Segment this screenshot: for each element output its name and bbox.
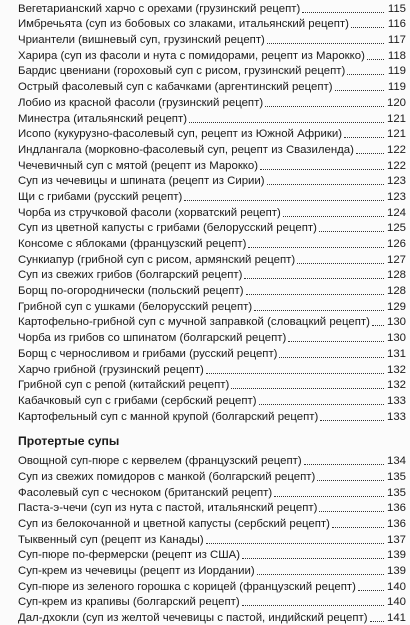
entry-title: Щи с грибами (русский рецепт) (18, 190, 183, 203)
entry-title: Овощной суп-пюре с кервелем (французский рецепт) (18, 455, 302, 468)
entry-page-number: 125 (386, 222, 406, 235)
dot-leader (246, 293, 384, 295)
entry-page-number: 133 (386, 394, 406, 407)
dot-leader (267, 42, 384, 44)
entry-title: Дал-дхокли (суп из желтой чечевицы с пастой, индийский рецепт) (18, 612, 368, 625)
entry-page-number: 135 (386, 470, 406, 483)
toc-entry[interactable] (18, 377, 406, 393)
entry-page-number: 137 (386, 533, 406, 546)
entry-title: Харчо грибной (грузинский рецепт) (18, 363, 204, 376)
entry-page-number: 122 (386, 159, 406, 172)
entry-title: Харира (суп из фасоли и нута с помидорами, рецепт из Марокко) (18, 49, 365, 62)
toc-entry[interactable] (18, 531, 406, 547)
entry-title: Тыквенный суп (рецепт из Канады) (18, 533, 204, 546)
entry-page-number: 139 (386, 549, 406, 562)
toc-entry[interactable] (18, 361, 406, 377)
entry-title: Консоме с яблоками (французский рецепт) (18, 238, 247, 250)
toc-entry[interactable] (18, 484, 406, 500)
entry-page-number: 132 (386, 379, 406, 392)
entry-title: Чорба из грибов со шпинатом (болгарский рецепт) (18, 332, 287, 345)
entry-page-number: 119 (387, 65, 406, 78)
entry-page-number: 130 (386, 316, 406, 329)
toc-entry[interactable] (18, 408, 406, 424)
entry-title: Кабачковый суп с грибами (сербский рецепт) (18, 394, 257, 407)
dot-leader (347, 73, 384, 75)
entry-page-number: 132 (386, 363, 406, 376)
entry-page-number: 135 (386, 486, 406, 499)
entry-title: Острый фасолевый суп с кабачками (аргентинский рецепт) (18, 81, 333, 94)
dot-leader (274, 495, 384, 497)
toc-entry[interactable] (18, 126, 406, 142)
dot-leader (367, 58, 384, 60)
entry-page-number: 120 (386, 96, 406, 109)
dot-leader (370, 620, 384, 622)
entry-title: Суп из чечевицы и шпината (рецепт из Сирии) (18, 175, 265, 188)
dot-leader (231, 387, 384, 389)
entry-title: Минестра (итальянский рецепт) (18, 112, 187, 125)
entry-title: Индлангала (морковно-фасолевый суп, рецепт из Свазиленда) (18, 143, 354, 156)
entry-title: Суп из цветной капусты с грибами (белорусский рецепт) (18, 222, 317, 235)
dot-leader (372, 324, 384, 326)
section-title: Протертые супы (18, 433, 120, 448)
toc-entry[interactable] (18, 63, 406, 79)
toc-entry[interactable] (18, 16, 406, 32)
toc-entry[interactable] (18, 547, 406, 563)
toc-group-pureed-soups (18, 453, 406, 625)
dot-leader (319, 510, 384, 512)
dot-leader (242, 557, 384, 559)
entry-title: Чорба из стручковой фасоли (хорватский рецепт) (18, 206, 281, 219)
entry-title: Чриантели (вишневый суп, грузинский рецепт) (18, 34, 265, 47)
entry-page-number: 133 (386, 410, 406, 423)
toc-entry[interactable] (18, 298, 406, 314)
entry-title: Суп-крем из крапивы (болгарский рецепт) (18, 596, 240, 609)
entry-page-number: 116 (387, 18, 406, 31)
toc-entry[interactable] (18, 94, 406, 110)
dot-leader (332, 526, 384, 528)
toc-entry[interactable] (18, 220, 406, 236)
dot-leader (304, 463, 384, 465)
dot-leader (344, 136, 384, 138)
toc-entry[interactable] (18, 500, 406, 516)
dot-leader (206, 372, 384, 374)
toc-entry[interactable] (18, 314, 406, 330)
entry-page-number: 123 (386, 190, 406, 203)
entry-page-number: 130 (386, 332, 406, 345)
dot-leader (335, 89, 384, 91)
dot-leader (248, 246, 384, 248)
dot-leader (320, 419, 384, 421)
entry-title: Исопо (кукурузно-фасолевый суп, рецепт из Южной Африки) (18, 128, 342, 141)
toc-entry[interactable] (18, 267, 406, 283)
entry-title: Суп-крем из чечевицы (рецепт из Иордании) (18, 565, 255, 578)
entry-title: Лобио из красной фасоли (грузинский рецепт) (18, 96, 264, 109)
table-of-contents (18, 0, 406, 625)
dot-leader (356, 152, 384, 154)
toc-entry[interactable] (18, 392, 406, 408)
entry-page-number: 140 (386, 580, 406, 593)
entry-page-number: 122 (386, 143, 406, 156)
entry-page-number: 117 (387, 34, 406, 47)
toc-entry[interactable] (18, 47, 406, 63)
toc-entry[interactable] (18, 141, 406, 157)
toc-entry[interactable] (18, 0, 406, 16)
dot-leader (257, 573, 384, 575)
entry-title: Сункиапур (грибной суп с рисом, армянский рецепт) (18, 253, 296, 266)
entry-title: Картофельный суп с манной крупой (болгарский рецепт) (18, 410, 319, 423)
dot-leader (265, 105, 384, 107)
entry-page-number: 121 (386, 128, 406, 141)
entry-page-number: 124 (386, 206, 406, 219)
toc-entry[interactable] (18, 515, 406, 531)
entry-title: Грибной суп с репой (китайский рецепт) (18, 379, 230, 392)
dot-leader (319, 230, 384, 232)
entry-title: Бардис цвениани (гороховый суп с рисом, грузинский рецепт) (18, 65, 346, 78)
dot-leader (189, 121, 384, 123)
toc-entry[interactable] (18, 578, 406, 594)
entry-title: Суп из белокочанной и цветной капусты (сербский рецепт) (18, 518, 330, 530)
entry-page-number: 141 (386, 612, 406, 625)
dot-leader (184, 199, 384, 201)
entry-title: Паста-э-чечи (суп из нута с пастой, итальянский рецепт) (18, 502, 318, 515)
entry-title: Вегетарианский харчо с орехами (грузинский рецепт) (18, 2, 301, 15)
toc-entry[interactable] (18, 594, 406, 610)
toc-entry[interactable] (18, 282, 406, 298)
entry-title: Картофельно-грибной суп с мучной заправкой (словацкий рецепт) (18, 316, 370, 329)
dot-leader (206, 542, 384, 544)
entry-page-number: 134 (386, 455, 406, 468)
toc-entry[interactable] (18, 204, 406, 220)
entry-page-number: 136 (386, 502, 406, 515)
entry-page-number: 128 (386, 285, 406, 298)
toc-entry[interactable] (18, 453, 406, 469)
entry-title: Борщ с черносливом и грибами (русский рецепт) (18, 347, 278, 360)
entry-title: Суп из свежих помидоров с манкой (болгарский рецепт) (18, 470, 316, 483)
entry-title: Фасолевый суп с чесноком (британский рецепт) (18, 486, 273, 499)
toc-entry[interactable] (18, 562, 406, 578)
entry-page-number: 123 (386, 175, 406, 188)
dot-leader (244, 277, 384, 279)
dot-leader (358, 589, 384, 591)
entry-page-number: 126 (386, 238, 406, 250)
dot-leader (302, 11, 384, 13)
entry-title: Суп из свежих грибов (болгарский рецепт) (18, 269, 243, 282)
entry-page-number: 128 (386, 269, 406, 282)
dot-leader (254, 309, 384, 311)
entry-page-number: 136 (386, 518, 406, 530)
entry-page-number: 115 (387, 2, 406, 15)
dot-leader (260, 168, 384, 170)
toc-entry[interactable] (18, 110, 406, 126)
dot-leader (283, 215, 384, 217)
entry-page-number: 139 (386, 565, 406, 578)
dot-leader (267, 183, 384, 185)
toc-entry[interactable] (18, 235, 406, 251)
toc-entry[interactable] (18, 251, 406, 267)
entry-title: Имбречьята (суп из бобовых со злаками, итальянский рецепт) (18, 18, 349, 31)
entry-page-number: 121 (386, 112, 406, 125)
toc-entry[interactable] (18, 173, 406, 189)
toc-entry[interactable] (18, 188, 406, 204)
entry-title: Чечевичный суп с мятой (рецепт из Марокко) (18, 159, 259, 172)
dot-leader (351, 26, 384, 28)
entry-title: Грибной суп с ушками (белорусский рецепт) (18, 300, 253, 313)
entry-title: Суп-пюре по-фермерски (рецепт из США) (18, 549, 241, 562)
toc-entry[interactable] (18, 157, 406, 173)
entry-page-number: 131 (386, 347, 406, 360)
entry-page-number: 118 (387, 49, 406, 62)
toc-entry[interactable] (18, 78, 406, 94)
toc-entry[interactable] (18, 31, 406, 47)
entry-title: Борщ по-огороднически (польский рецепт) (18, 285, 244, 298)
dot-leader (259, 403, 384, 405)
entry-title: Суп-пюре из зеленого горошка с корицей (французский рецепт) (18, 580, 356, 593)
dot-leader (297, 262, 384, 264)
entry-page-number: 140 (386, 596, 406, 609)
bleed-through-text (346, 335, 406, 363)
entry-page-number: 129 (386, 300, 406, 313)
dot-leader (317, 479, 384, 481)
toc-entry[interactable] (18, 609, 406, 625)
dot-leader (242, 604, 384, 606)
entry-page-number: 127 (386, 253, 406, 266)
entry-page-number: 119 (387, 81, 406, 94)
toc-entry[interactable] (18, 468, 406, 484)
